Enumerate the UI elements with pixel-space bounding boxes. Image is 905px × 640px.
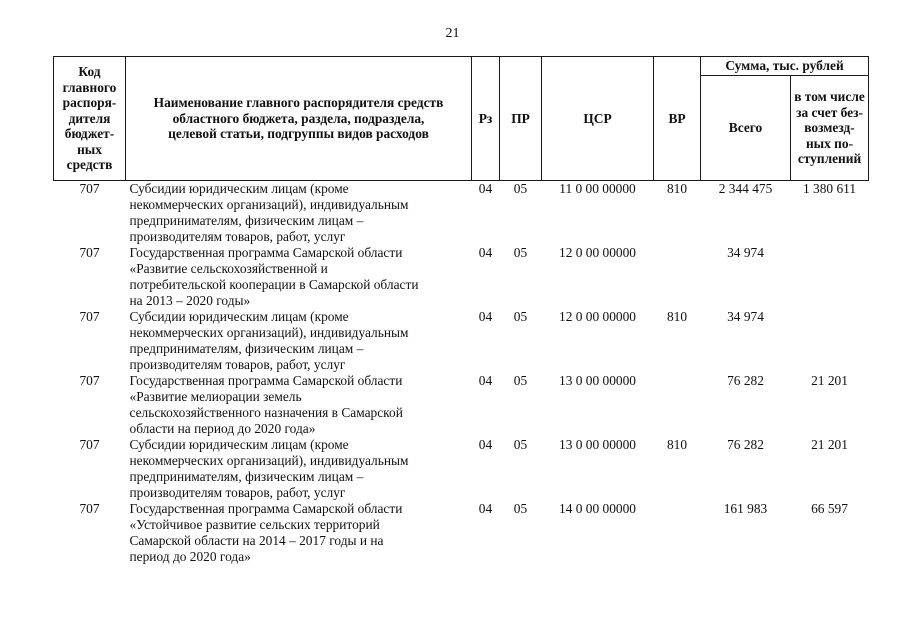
row-name: Субсидии юридическим лицам (кроме некоммерческих организаций), индивидуальным предпринимателям, физическим лицам – производителям товаров, работ, услуг xyxy=(129,309,409,372)
row-csr: 14 0 00 00000 xyxy=(559,501,636,516)
row-name: Субсидии юридическим лицам (кроме некоммерческих организаций), индивидуальным предпринимателям, физическим лицам – производителям товаров, работ, услуг xyxy=(129,181,409,244)
row-rz: 04 xyxy=(478,245,493,260)
table-row xyxy=(54,437,869,501)
row-rz: 04 xyxy=(478,373,493,388)
table-row xyxy=(54,501,869,565)
row-code: 707 xyxy=(79,245,100,260)
table-row xyxy=(54,181,869,246)
row-pr: 05 xyxy=(513,501,528,516)
row-code: 707 xyxy=(79,181,100,196)
row-total: 76 282 xyxy=(727,373,764,388)
row-csr: 13 0 00 00000 xyxy=(559,373,636,388)
row-total: 76 282 xyxy=(727,437,764,452)
header-code: Код главного распоря- дителя бюджет- ных средств xyxy=(54,57,126,181)
row-code: 707 xyxy=(79,373,100,388)
row-code: 707 xyxy=(79,309,100,324)
row-csr: 12 0 00 00000 xyxy=(559,309,636,324)
row-rz: 04 xyxy=(478,181,493,196)
row-total: 34 974 xyxy=(727,245,764,260)
row-csr: 13 0 00 00000 xyxy=(559,437,636,452)
header-vr: ВР xyxy=(654,57,701,181)
row-vr xyxy=(654,501,701,565)
row-name: Государственная программа Самарской области «Устойчивое развитие сельских территорий Самарской области на 2014 – 2017 годы и на период до 2020 года» xyxy=(129,501,403,564)
row-code: 707 xyxy=(79,437,100,452)
row-free: 1 380 611 xyxy=(802,181,857,196)
row-total: 34 974 xyxy=(727,309,764,324)
row-vr: 810 xyxy=(666,437,688,452)
row-pr: 05 xyxy=(513,437,528,452)
row-pr: 05 xyxy=(513,309,528,324)
header-pr: ПР xyxy=(500,57,542,181)
table-row xyxy=(54,245,869,309)
row-total: 2 344 475 xyxy=(718,181,773,196)
header-rz: Рз xyxy=(472,57,500,181)
row-total: 161 983 xyxy=(723,501,768,516)
row-rz: 04 xyxy=(478,437,493,452)
row-free: 66 597 xyxy=(811,501,848,516)
row-csr: 11 0 00 00000 xyxy=(559,181,636,196)
row-free xyxy=(791,245,869,309)
row-vr: 810 xyxy=(666,309,688,324)
row-pr: 05 xyxy=(513,245,528,260)
budget-table xyxy=(53,56,869,565)
header-total: Всего xyxy=(701,76,791,181)
row-pr: 05 xyxy=(513,181,528,196)
row-name: Государственная программа Самарской области «Развитие сельскохозяйственной и потребительской кооперации в Самарской области на 2013 – 2020 годы» xyxy=(129,245,419,308)
header-csr: ЦСР xyxy=(542,57,654,181)
row-rz: 04 xyxy=(478,501,493,516)
row-free: 21 201 xyxy=(811,437,848,452)
row-rz: 04 xyxy=(478,309,493,324)
row-vr xyxy=(654,373,701,437)
header-sum: Сумма, тыс. рублей xyxy=(701,57,869,76)
table-row xyxy=(54,373,869,437)
header-free: в том числе за счет без- возмезд- ных по- ступлений xyxy=(791,76,869,181)
row-vr xyxy=(654,245,701,309)
table-row xyxy=(54,309,869,373)
row-free: 21 201 xyxy=(811,373,848,388)
row-free xyxy=(791,309,869,373)
row-name: Государственная программа Самарской области «Развитие мелиорации земель сельскохозяйственного назначения в Самарской области на период до 2020 года» xyxy=(129,373,403,436)
row-csr: 12 0 00 00000 xyxy=(559,245,636,260)
page-number: 21 xyxy=(445,26,460,41)
table-header xyxy=(54,57,869,181)
header-name: Наименование главного распорядителя средств областного бюджета, раздела, подраздела, целевой статьи, подгруппы видов расходов xyxy=(126,57,472,181)
row-code: 707 xyxy=(79,501,100,516)
row-vr: 810 xyxy=(666,181,688,196)
row-name: Субсидии юридическим лицам (кроме некоммерческих организаций), индивидуальным предпринимателям, физическим лицам – производителям товаров, работ, услуг xyxy=(129,437,409,500)
row-pr: 05 xyxy=(513,373,528,388)
